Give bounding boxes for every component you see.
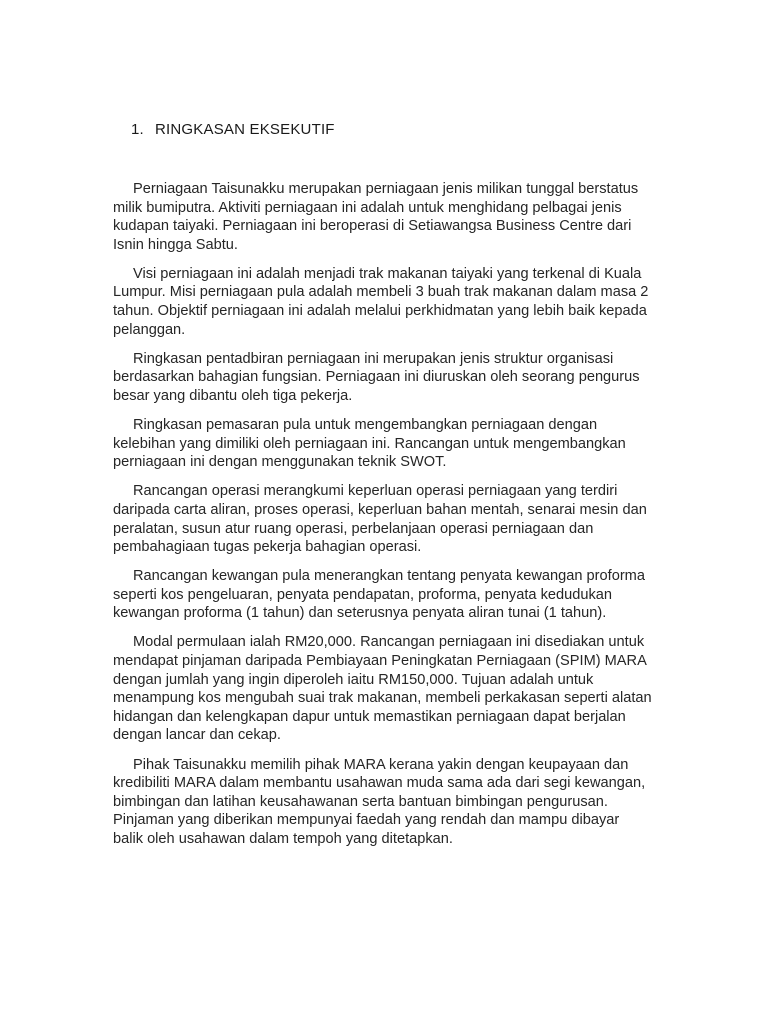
- paragraph-administration: Ringkasan pentadbiran perniagaan ini merupakan jenis struktur organisasi berdasarkan bahagian fungsian. Perniagaan ini diuruskan oleh seorang pengurus besar yang dibantu oleh tiga pekerja.: [113, 350, 640, 404]
- section-heading: [131, 121, 335, 138]
- paragraph-vision-mission: Visi perniagaan ini adalah menjadi trak makanan taiyaki yang terkenal di Kuala Lumpur. Misi perniagaan pula adalah membeli 3 buah trak makanan dalam masa 2 tahun. Objektif perniagaan ini adalah melalui perkhidmatan yang lebih baik kepada pelanggan.: [113, 265, 649, 338]
- paragraph-finance: Rancangan kewangan pula menerangkan tentang penyata kewangan proforma seperti kos pengeluaran, penyata pendapatan, proforma, penyata kedudukan kewangan proforma (1 tahun) dan seterusnya penyata aliran tunai (1 tahun).: [113, 568, 645, 622]
- section-number: 1.: [131, 121, 144, 138]
- paragraph-operations: Rancangan operasi merangkumi keperluan operasi perniagaan yang terdiri daripada carta aliran, proses operasi, keperluan bahan mentah, senarai mesin dan peralatan, susun atur ruang operasi, perbelanjaan operasi perniagaan dan pembahagiaan tugas pekerja bahagian operasi.: [113, 483, 647, 556]
- document-body: [113, 180, 653, 859]
- paragraph-mara: Pihak Taisunakku memilih pihak MARA kerana yakin dengan keupayaan dan kredibiliti MARA dalam membantu usahawan muda sama ada dari segi kewangan, bimbingan dan latihan keusahawanan serta bantuan bimbingan pengurusan. Pinjaman yang diberikan mempunyai faedah yang rendah dan mampu dibayar balik oleh usahawan dalam tempoh yang ditetapkan.: [113, 756, 646, 847]
- section-title: RINGKASAN EKSEKUTIF: [155, 121, 335, 138]
- paragraph-business-overview: Perniagaan Taisunakku merupakan perniagaan jenis milikan tunggal berstatus milik bumiputra. Aktiviti perniagaan ini adalah untuk menghidang pelbagai jenis kudapan taiyaki. Perniagaan ini beroperasi di Setiawangsa Business Centre dari Isnin hingga Sabtu.: [113, 181, 639, 253]
- paragraph-marketing: Ringkasan pemasaran pula untuk mengembangkan perniagaan dengan kelebihan yang dimiliki oleh perniagaan ini. Rancangan untuk mengembangkan perniagaan ini dengan menggunakan teknik SWOT.: [113, 417, 626, 471]
- paragraph-capital: Modal permulaan ialah RM20,000. Rancangan perniagaan ini disediakan untuk mendapat pinjaman daripada Pembiayaan Peningkatan Perniagaan (SPIM) MARA dengan jumlah yang ingin diperoleh iaitu RM150,000. Tujuan adalah untuk menampung kos mengubah suai trak makanan, membeli perkakasan seperti alatan hidangan dan kelengkapan dapur untuk memastikan perniagaan dapat berjalan dengan lancar dan cekap.: [113, 634, 652, 744]
